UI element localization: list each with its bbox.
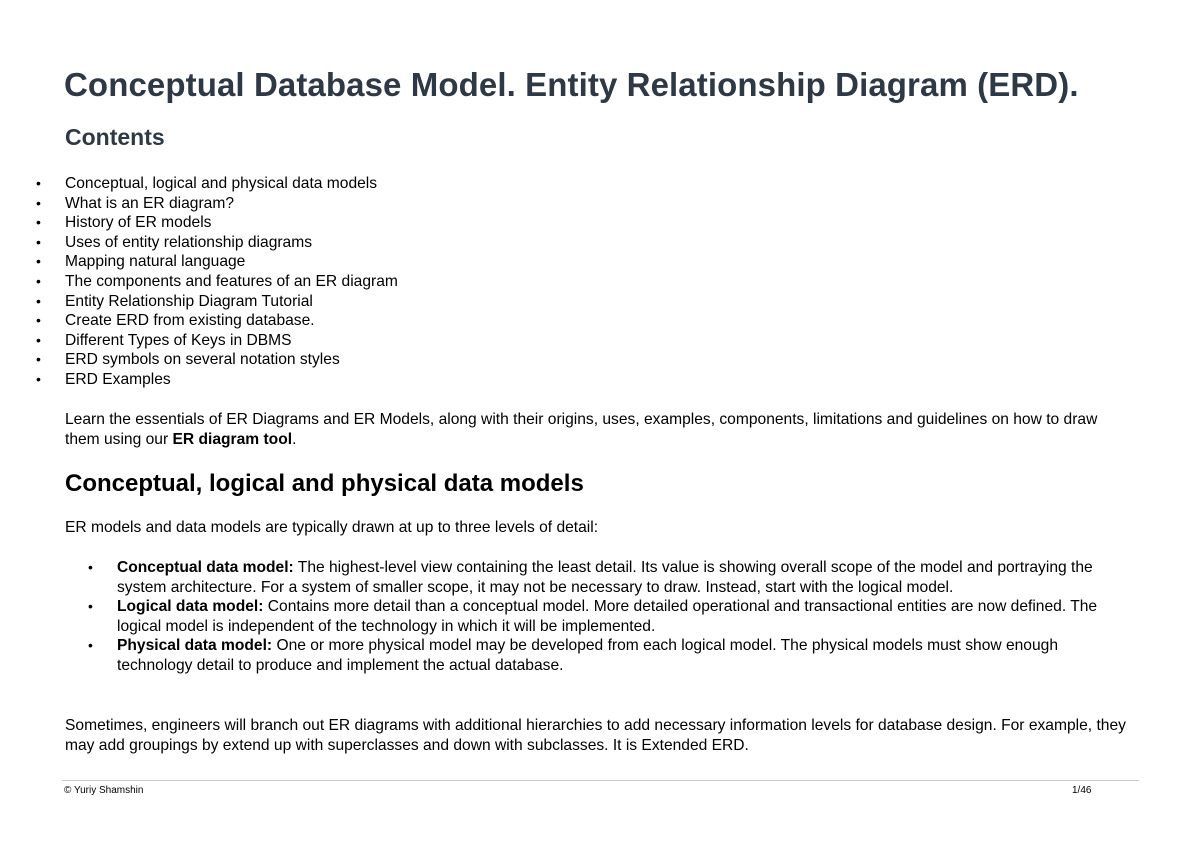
toc-item — [0, 174, 1100, 194]
bullet-icon: • — [36, 233, 41, 250]
intro-text: Learn the essentials of ER Diagrams and ER Models, along with their origins, uses, examples, components, limitations and guidelines on how to draw them using our — [65, 411, 1098, 448]
list-item — [0, 597, 1110, 636]
intro-paragraph — [65, 410, 1125, 449]
list-item — [0, 558, 1110, 597]
page-number: 1/46 — [1072, 785, 1092, 796]
toc-item-label: Entity Relationship Diagram Tutorial — [65, 292, 313, 310]
bullet-icon: • — [36, 331, 41, 348]
section-heading: Conceptual, logical and physical data models — [65, 470, 584, 497]
bullet-icon: • — [36, 292, 41, 309]
page-title: Conceptual Database Model. Entity Relationship Diagram (ERD). — [64, 66, 1079, 103]
level-description: The highest-level view containing the least detail. Its value is showing overall scope of the model and portraying the system architecture. For a system of smaller scope, it may not be necessary to draw. Instead, start with the logical model. — [117, 559, 1093, 596]
toc-item-label: The components and features of an ER diagram — [65, 272, 398, 290]
bullet-icon: • — [36, 175, 41, 191]
data-model-levels-list — [0, 558, 1110, 676]
closing-paragraph: Sometimes, engineers will branch out ER diagrams with additional hierarchies to add necessary information levels for database design. For example, they may add groupings by extend up with superclasses and down with subclasses. It is Extended ERD. — [65, 717, 1126, 754]
level-description: Contains more detail than a conceptual model. More detailed operational and transactional entities are now defined. The logical model is independent of the technology in which it will be implemented. — [117, 598, 1098, 635]
level-description: One or more physical model may be developed from each logical model. The physical models must show enough technology detail to produce and implement the actual database. — [117, 637, 1058, 674]
section-intro: ER models and data models are typically drawn at up to three levels of detail: — [65, 519, 599, 536]
toc-item — [0, 292, 1100, 312]
toc-item-label: ERD symbols on several notation styles — [65, 351, 340, 369]
toc-item — [0, 233, 1100, 253]
toc-item — [0, 311, 1100, 331]
toc-item — [0, 350, 1100, 370]
toc-item-label: Uses of entity relationship diagrams — [65, 233, 313, 251]
toc-item — [0, 252, 1100, 272]
bullet-icon: • — [88, 598, 93, 615]
bullet-icon: • — [36, 253, 41, 270]
er-diagram-tool-link[interactable]: ER diagram tool — [172, 430, 293, 448]
footer-divider — [62, 780, 1139, 781]
toc-item-label: History of ER models — [65, 214, 212, 232]
toc-item-label: ERD Examples — [65, 370, 171, 388]
toc-item — [0, 213, 1100, 233]
bullet-icon: • — [36, 214, 41, 231]
toc-item-label: Mapping natural language — [65, 253, 246, 271]
toc-item-label: Different Types of Keys in DBMS — [65, 331, 292, 349]
bullet-icon: • — [36, 370, 41, 387]
list-item — [0, 636, 1110, 675]
footer-author: © Yuriy Shamshin — [64, 785, 144, 796]
level-term: Conceptual data model: — [117, 559, 294, 576]
level-term: Logical data model: — [117, 598, 264, 616]
toc-item-label: Create ERD from existing database. — [65, 312, 315, 330]
bullet-icon: • — [36, 351, 41, 368]
bullet-icon: • — [36, 194, 41, 211]
bullet-icon: • — [88, 559, 93, 575]
bullet-icon: • — [36, 312, 41, 329]
table-of-contents — [0, 174, 1100, 390]
toc-item — [0, 370, 1100, 390]
toc-item — [0, 194, 1100, 214]
toc-item — [0, 331, 1100, 351]
bullet-icon: • — [88, 637, 93, 654]
toc-item-label: What is an ER diagram? — [65, 194, 235, 212]
toc-item — [0, 272, 1100, 292]
level-term: Physical data model: — [117, 637, 273, 655]
bullet-icon: • — [36, 272, 41, 289]
contents-heading: Contents — [65, 124, 165, 150]
intro-text-end: . — [292, 430, 297, 448]
toc-item-label: Conceptual, logical and physical data models — [65, 175, 378, 192]
